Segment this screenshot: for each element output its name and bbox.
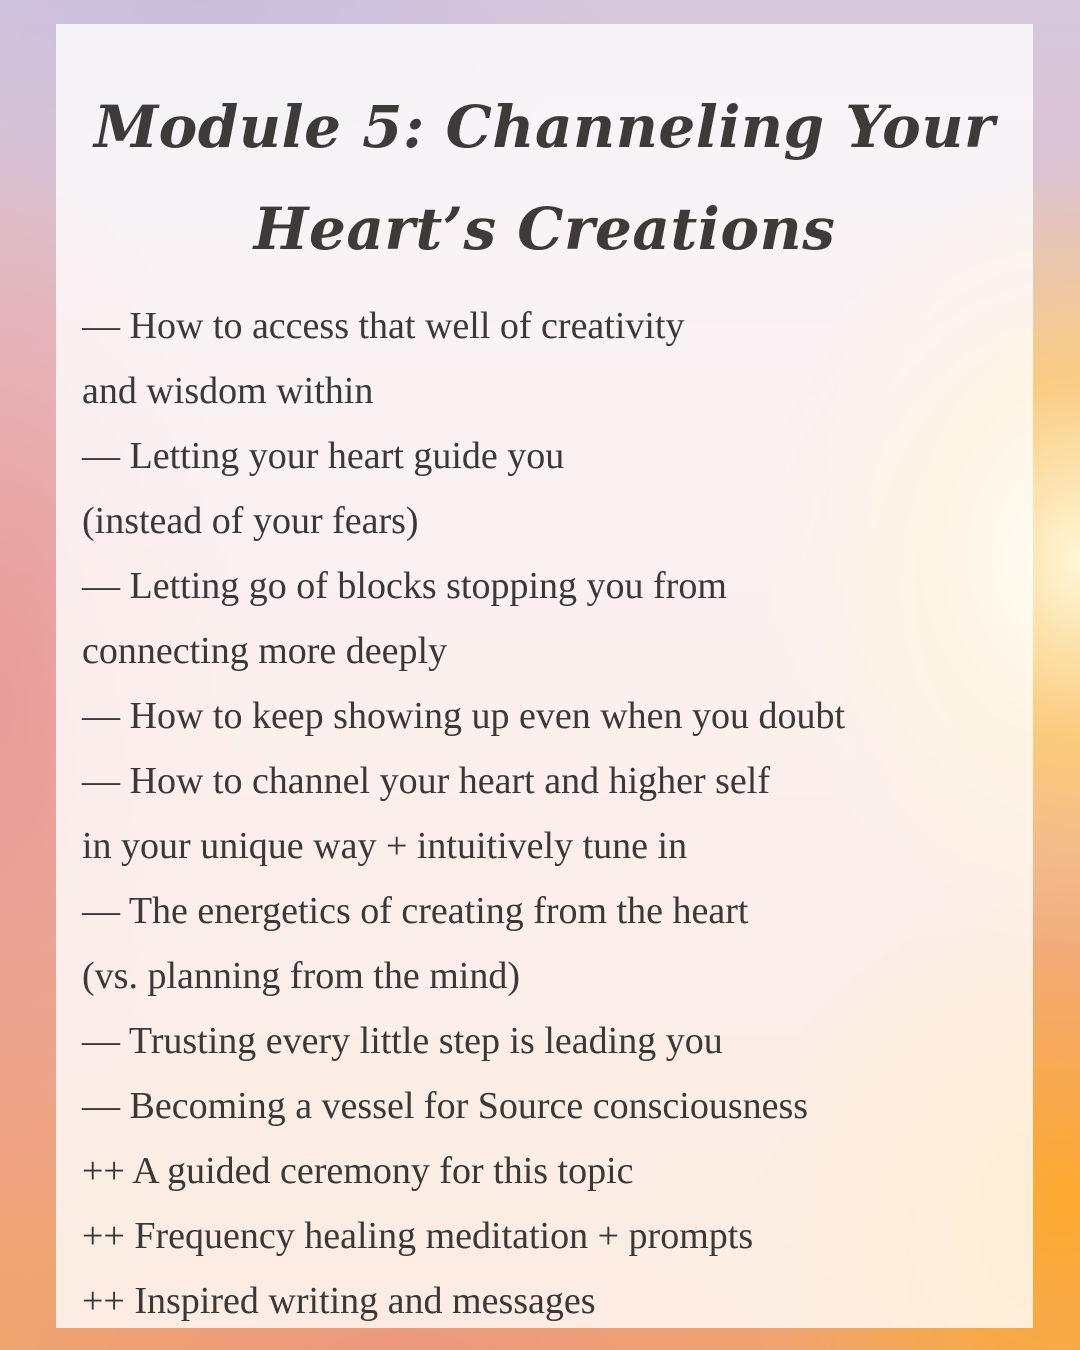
module-topic-list xyxy=(82,294,845,1334)
list-item-line: — Letting your heart guide you xyxy=(82,435,565,477)
list-item-line: — Letting go of blocks stopping you from xyxy=(82,565,727,607)
list-item xyxy=(82,1009,845,1074)
list-item xyxy=(82,1074,845,1139)
bonus-item xyxy=(82,1139,845,1204)
content-card xyxy=(56,24,1033,1328)
list-item-line: — How to access that well of creativity xyxy=(82,305,685,347)
list-item-line: ++ Inspired writing and messages xyxy=(82,1280,596,1322)
list-item-line: (vs. planning from the mind) xyxy=(82,955,520,997)
list-item xyxy=(82,294,845,424)
bonus-item xyxy=(82,1269,845,1334)
title-line-1: Module 5: Channeling Your xyxy=(93,93,996,161)
list-item-line: — How to keep showing up even when you doubt xyxy=(82,695,846,737)
list-item xyxy=(82,424,845,554)
list-item-line: ++ Frequency healing meditation + prompts xyxy=(82,1215,754,1257)
list-item-line: — Becoming a vessel for Source consciousness xyxy=(82,1085,809,1127)
list-item xyxy=(82,684,845,749)
list-item xyxy=(82,554,845,684)
list-item-line: — Trusting every little step is leading you xyxy=(82,1020,723,1062)
list-item-line: (instead of your fears) xyxy=(82,500,419,542)
title-line-2: Heart’s Creations xyxy=(253,195,836,263)
list-item-line: connecting more deeply xyxy=(82,630,448,672)
list-item-line: ++ A guided ceremony for this topic xyxy=(82,1150,634,1192)
list-item-line: and wisdom within xyxy=(82,370,374,412)
page-title xyxy=(56,76,1033,280)
list-item-line: — How to channel your heart and higher self xyxy=(82,760,771,802)
list-item xyxy=(82,749,845,879)
list-item-line: — The energetics of creating from the heart xyxy=(82,890,749,932)
list-item-line: in your unique way + intuitively tune in xyxy=(82,825,688,867)
bonus-item xyxy=(82,1204,845,1269)
list-item xyxy=(82,879,845,1009)
